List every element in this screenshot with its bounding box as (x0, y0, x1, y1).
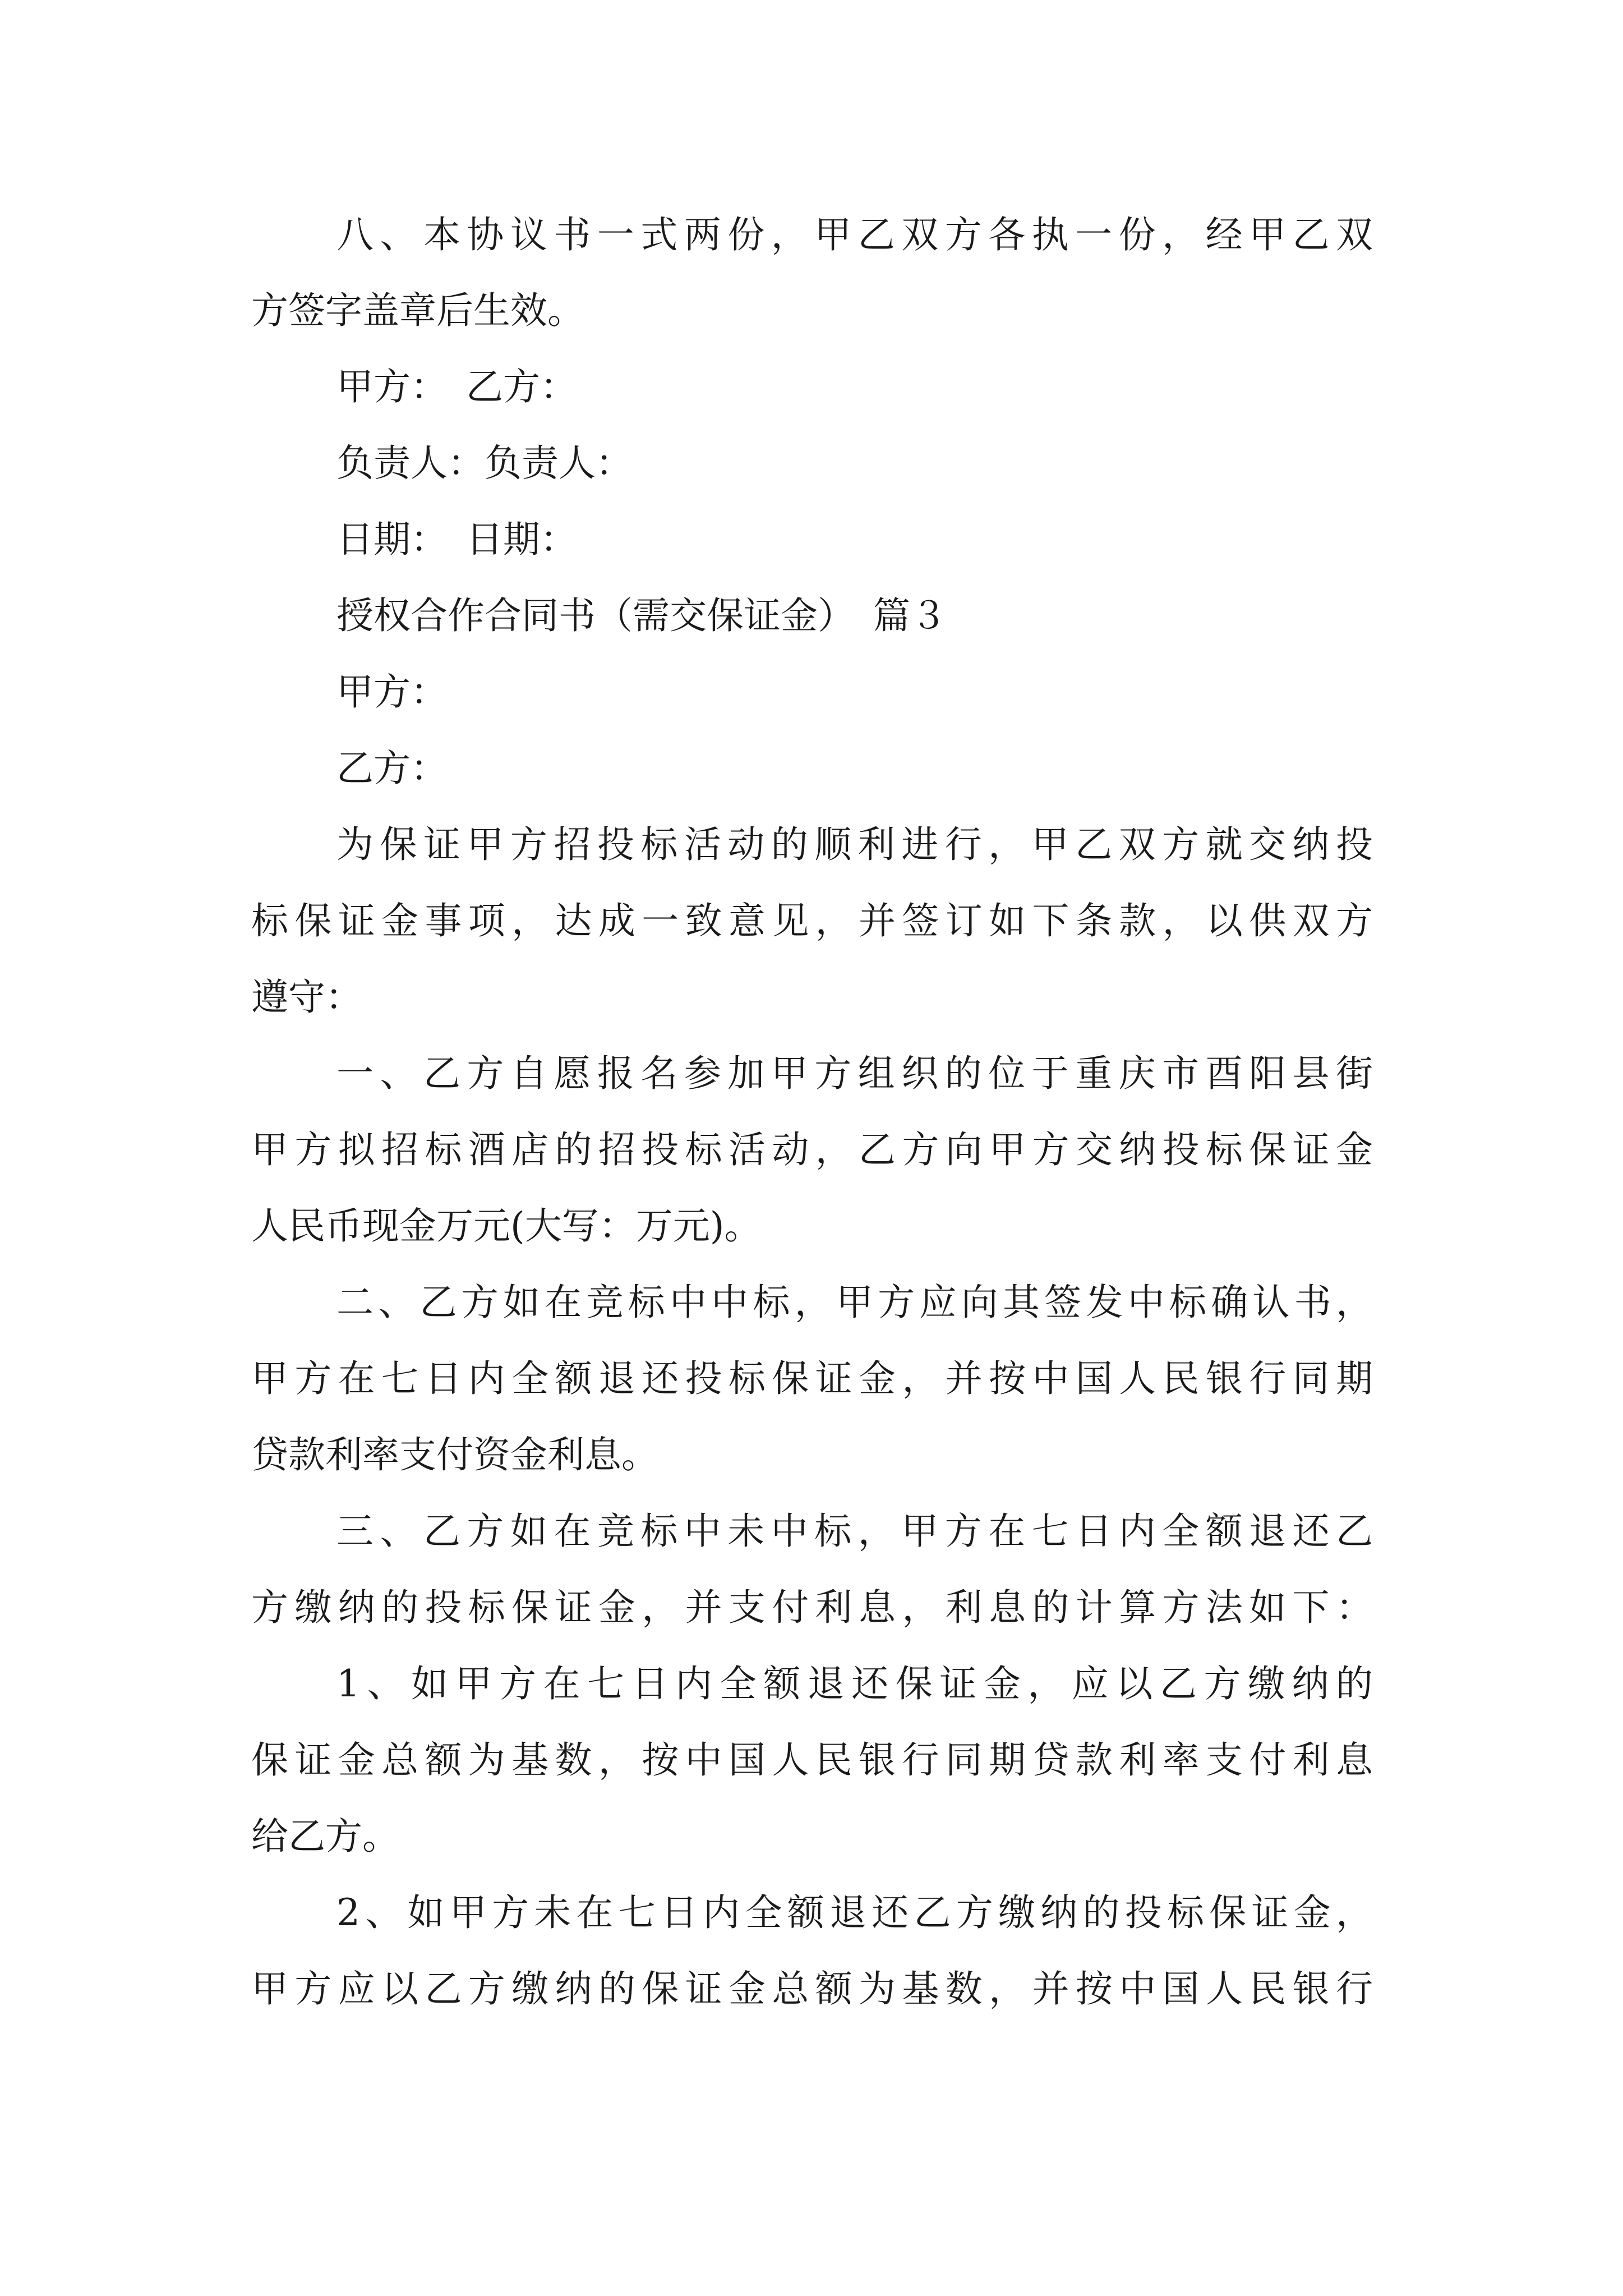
text-line: 一、乙方自愿报名参加甲方组织的位于重庆市酉阳县街 (336, 1052, 1373, 1095)
text-line: 三、乙方如在竞标中未中标，甲方在七日内全额退还乙 (336, 1510, 1373, 1553)
text-line: 人民币现金万元(大写：万元)。 (251, 1204, 762, 1248)
text-line: 1、如甲方在七日内全额退还保证金，应以乙方缴纳的 (336, 1662, 1373, 1705)
text-line: 贷款利率支付资金利息。 (251, 1433, 658, 1476)
text-line: 乙方： (336, 747, 448, 790)
section-heading: 授权合作合同书（需交保证金） 篇３ (336, 594, 947, 637)
text-line: 负责人：负责人： (336, 441, 633, 485)
text-line: 方签字盖章后生效。 (251, 289, 584, 332)
text-line: 二、乙方如在竞标中中标，甲方应向其签发中标确认书， (336, 1281, 1373, 1324)
text-line: 给乙方。 (251, 1815, 399, 1858)
text-line: 甲方拟招标酒店的招投标活动，乙方向甲方交纳投标保证金 (251, 1128, 1373, 1171)
text-line: 甲方： 乙方： (336, 365, 577, 408)
text-line: 日期： 日期： (336, 518, 577, 561)
text-line: 为保证甲方招投标活动的顺利进行，甲乙双方就交纳投 (336, 823, 1373, 866)
text-line: 八、本协议书一式两份，甲乙双方各执一份，经甲乙双 (336, 213, 1373, 256)
text-line: 方缴纳的投标保证金，并支付利息，利息的计算方法如下： (251, 1586, 1373, 1629)
text-line: 2、如甲方未在七日内全额退还乙方缴纳的投标保证金， (336, 1891, 1373, 1934)
text-line: 保证金总额为基数，按中国人民银行同期贷款利率支付利息 (251, 1738, 1373, 1782)
text-line: 遵守： (251, 976, 362, 1019)
text-line: 标保证金事项，达成一致意见，并签订如下条款，以供双方 (251, 899, 1373, 942)
text-line: 甲方应以乙方缴纳的保证金总额为基数，并按中国人民银行 (251, 1967, 1373, 2010)
text-line: 甲方： (336, 670, 448, 714)
text-line: 甲方在七日内全额退还投标保证金，并按中国人民银行同期 (251, 1357, 1373, 1400)
